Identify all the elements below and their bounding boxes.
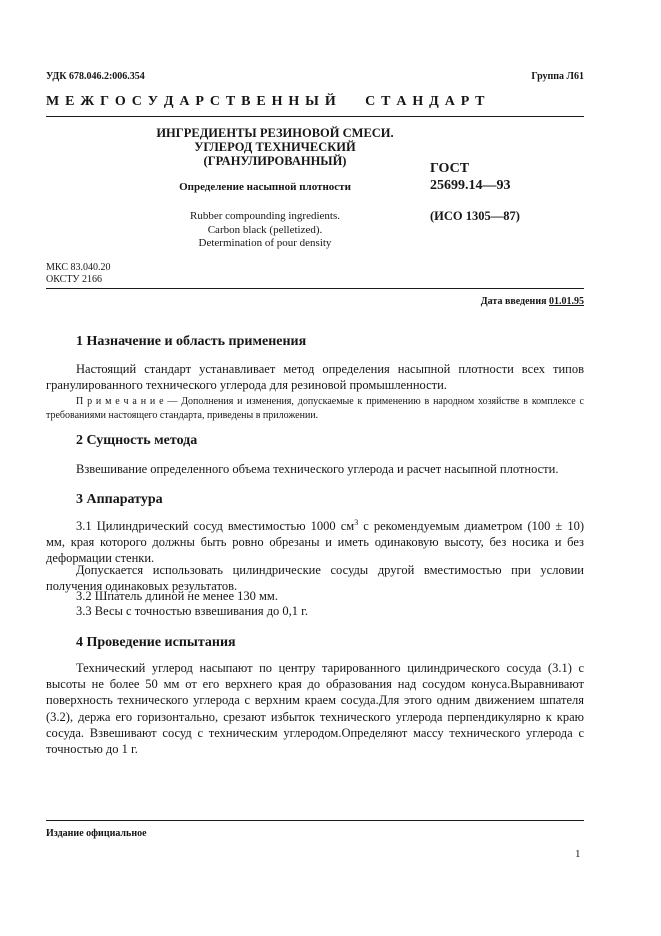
section-3-paragraph-2: Допускается использовать цилиндрические сосуды другой вместимостью при условии получения одинаковых результатов. [46,563,584,593]
section-3-item-3: 3.3 Весы с точностью взвешивания до 0,1 г. [76,604,309,618]
edition-label: Издание официальное [46,828,147,839]
iso-reference: (ИСО 1305—87) [430,209,520,223]
subtitle: Определение насыпной плотности [179,181,351,193]
footer-rule [46,820,584,821]
title-block [110,126,440,168]
section-3-item-2: 3.2 Шпатель длиной не менее 130 мм. [76,589,278,603]
group-code: Группа Л61 [531,71,584,82]
header-rule [46,116,584,117]
english-title-line-2: Carbon black (pelletized). [207,223,323,236]
classification [46,262,110,286]
mks-code: МКС 83.040.20 [46,262,111,273]
gost-label: ГОСТ [430,161,470,176]
superscript: 3 [354,517,359,527]
note-label: П р и м е ч а н и е [76,396,164,407]
section-4-paragraph: Технический углерод насыпают по центру тарированного цилиндрического сосуда (3.1) с высоты не более 50 мм от его верхнего края до образования над сосудом конуса.Выравнивают поверхность технического углерода с верхним краем сосуда.Для этого одним движением шпателя (3.2), держа его горизонтально, срезают избыток технического углерода перпендикулярно к краю сосуда. Взвешивают сосуд с техническим углеродом.Определяют массу технического углерода с точностью до 1 г. [46,661,584,757]
section-1-heading: 1 Назначение и область применения [76,334,307,349]
note-text: — Дополнения и изменения, допускаемые к применению в народном хозяйстве в комплексе с требованиями настоящего стандарта, приведены в приложении. [46,396,584,421]
section-3-heading: 3 Аппаратура [76,492,163,507]
english-title-line-1: Rubber compounding ingredients. [189,210,340,222]
section-3-p1-text-cont: с рекомендуемым диаметром (100 ± 10) мм, края которого должны быть ровно обрезаны и иметь одинаковую высоту, без носика и без деформации стенки. [46,519,585,565]
title-line-1: ИНГРЕДИЕНТЫ РЕЗИНОВОЙ СМЕСИ. [156,126,394,140]
title-line-3: (ГРАНУЛИРОВАННЫЙ) [203,154,347,168]
intro-date-label: Дата введения [480,296,547,307]
udk-code: УДК 678.046.2:006.354 [46,71,145,82]
section-2-paragraph: Взвешивание определенного объема технического углерода и расчет насыпной плотности. [76,462,559,476]
intro-date [481,296,584,308]
section-3-paragraph-1 [46,518,584,566]
section-2-heading: 2 Сущность метода [76,433,198,448]
gost-number: 25699.14—93 [430,178,511,193]
english-title-line-3: Determination of pour density [198,237,332,249]
intro-date-value: 01.01.95 [549,296,584,307]
standard-type: М Е Ж Г О С У Д А Р С Т В Е Н Н Ы Й С Т А Н Д А Р Т [46,94,486,109]
title-line-2: УГЛЕРОД ТЕХНИЧЕСКИЙ [194,140,356,154]
page-number: 1 [575,848,581,860]
okstu-code: ОКСТУ 2166 [46,274,103,285]
english-title [110,210,420,251]
section-1-paragraph: Настоящий стандарт устанавливает метод определения насыпной плотности всех типов гранулированного технического углерода для резиновой промышленности. [46,362,584,392]
section-4-heading: 4 Проведение испытания [76,635,236,650]
section-1-note [46,395,584,423]
section-3-p1-text: 3.1 Цилиндрический сосуд вместимостью 1000 см [76,519,355,533]
classification-rule [46,288,584,289]
designation [430,160,550,194]
